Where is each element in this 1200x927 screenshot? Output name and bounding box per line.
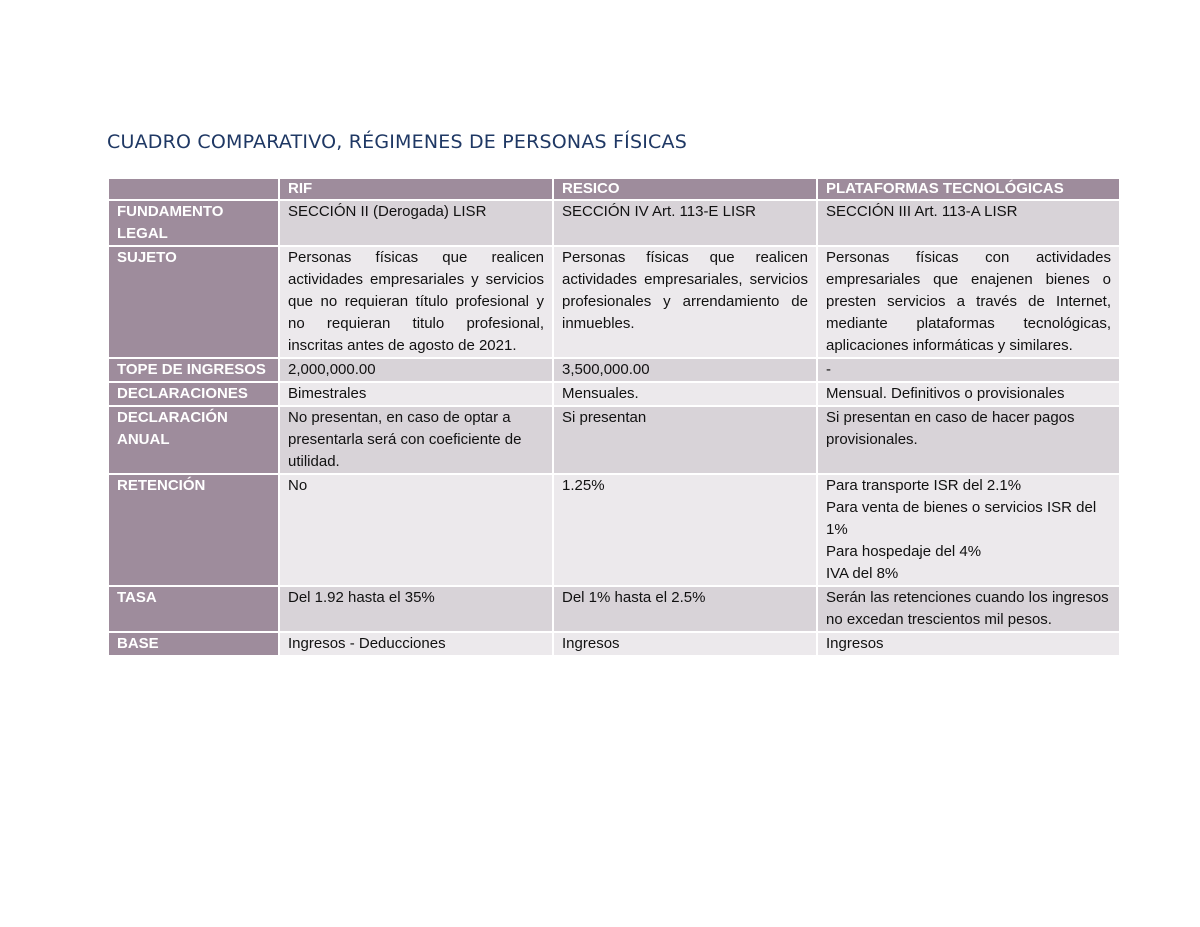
cell-rif: Personas físicas que realicen actividades empresariales y servicios que no requieran título profesional y no requieran titulo profesional, inscritas antes de agosto de 2021. <box>279 246 553 358</box>
retencion-line: Para hospedaje del 4% <box>826 543 982 560</box>
table-row <box>108 246 1120 358</box>
table-header-row <box>108 178 1120 200</box>
cell-plataformas <box>817 474 1120 586</box>
row-label-tasa: TASA <box>108 586 279 632</box>
cell-rif: 2,000,000.00 <box>279 358 553 382</box>
retencion-line: Para venta de bienes o servicios ISR del 1% <box>826 499 1097 538</box>
cell-resico: Si presentan <box>553 406 817 474</box>
cell-plataformas: Personas físicas con actividades empresariales que enajenen bienes o presten servicios a través de Internet, mediante plataformas tecnológicas, aplicaciones informáticas y similares. <box>817 246 1120 358</box>
header-empty <box>108 178 279 200</box>
cell-rif: SECCIÓN II (Derogada) LISR <box>279 200 553 246</box>
cell-resico: 3,500,000.00 <box>553 358 817 382</box>
cell-rif: No <box>279 474 553 586</box>
retencion-line: Para transporte ISR del 2.1% <box>826 477 1022 494</box>
row-label-retencion: RETENCIÓN <box>108 474 279 586</box>
row-label-sujeto: SUJETO <box>108 246 279 358</box>
cell-resico: Mensuales. <box>553 382 817 406</box>
comparison-table <box>107 177 1121 657</box>
cell-plataformas: Ingresos <box>817 632 1120 656</box>
page-title: CUADRO COMPARATIVO, RÉGIMENES DE PERSONAS FÍSICAS <box>107 131 687 153</box>
cell-plataformas: Si presentan en caso de hacer pagos provisionales. <box>817 406 1120 474</box>
cell-plataformas: - <box>817 358 1120 382</box>
cell-resico: 1.25% <box>553 474 817 586</box>
cell-rif: Bimestrales <box>279 382 553 406</box>
table-row <box>108 586 1120 632</box>
row-label-tope: TOPE DE INGRESOS <box>108 358 279 382</box>
cell-rif: Del 1.92 hasta el 35% <box>279 586 553 632</box>
header-plataformas: PLATAFORMAS TECNOLÓGICAS <box>817 178 1120 200</box>
header-rif: RIF <box>279 178 553 200</box>
row-label-declaraciones: DECLARACIONES <box>108 382 279 406</box>
table-row <box>108 406 1120 474</box>
cell-plataformas: Mensual. Definitivos o provisionales <box>817 382 1120 406</box>
cell-plataformas: Serán las retenciones cuando los ingresos no excedan trescientos mil pesos. <box>817 586 1120 632</box>
table-row <box>108 382 1120 406</box>
cell-plataformas: SECCIÓN III Art. 113-A LISR <box>817 200 1120 246</box>
row-label-fundamento: FUNDAMENTO LEGAL <box>108 200 279 246</box>
table-row <box>108 200 1120 246</box>
cell-resico: Personas físicas que realicen actividades empresariales, servicios profesionales y arrendamiento de inmuebles. <box>553 246 817 358</box>
cell-resico: SECCIÓN IV Art. 113-E LISR <box>553 200 817 246</box>
table-row <box>108 632 1120 656</box>
cell-resico: Ingresos <box>553 632 817 656</box>
row-label-base: BASE <box>108 632 279 656</box>
retencion-line: IVA del 8% <box>826 565 899 582</box>
table-row <box>108 358 1120 382</box>
cell-rif: No presentan, en caso de optar a presentarla será con coeficiente de utilidad. <box>279 406 553 474</box>
table-row <box>108 474 1120 586</box>
header-resico: RESICO <box>553 178 817 200</box>
cell-resico: Del 1% hasta el 2.5% <box>553 586 817 632</box>
cell-rif: Ingresos - Deducciones <box>279 632 553 656</box>
row-label-declaracion-anual: DECLARACIÓN ANUAL <box>108 406 279 474</box>
